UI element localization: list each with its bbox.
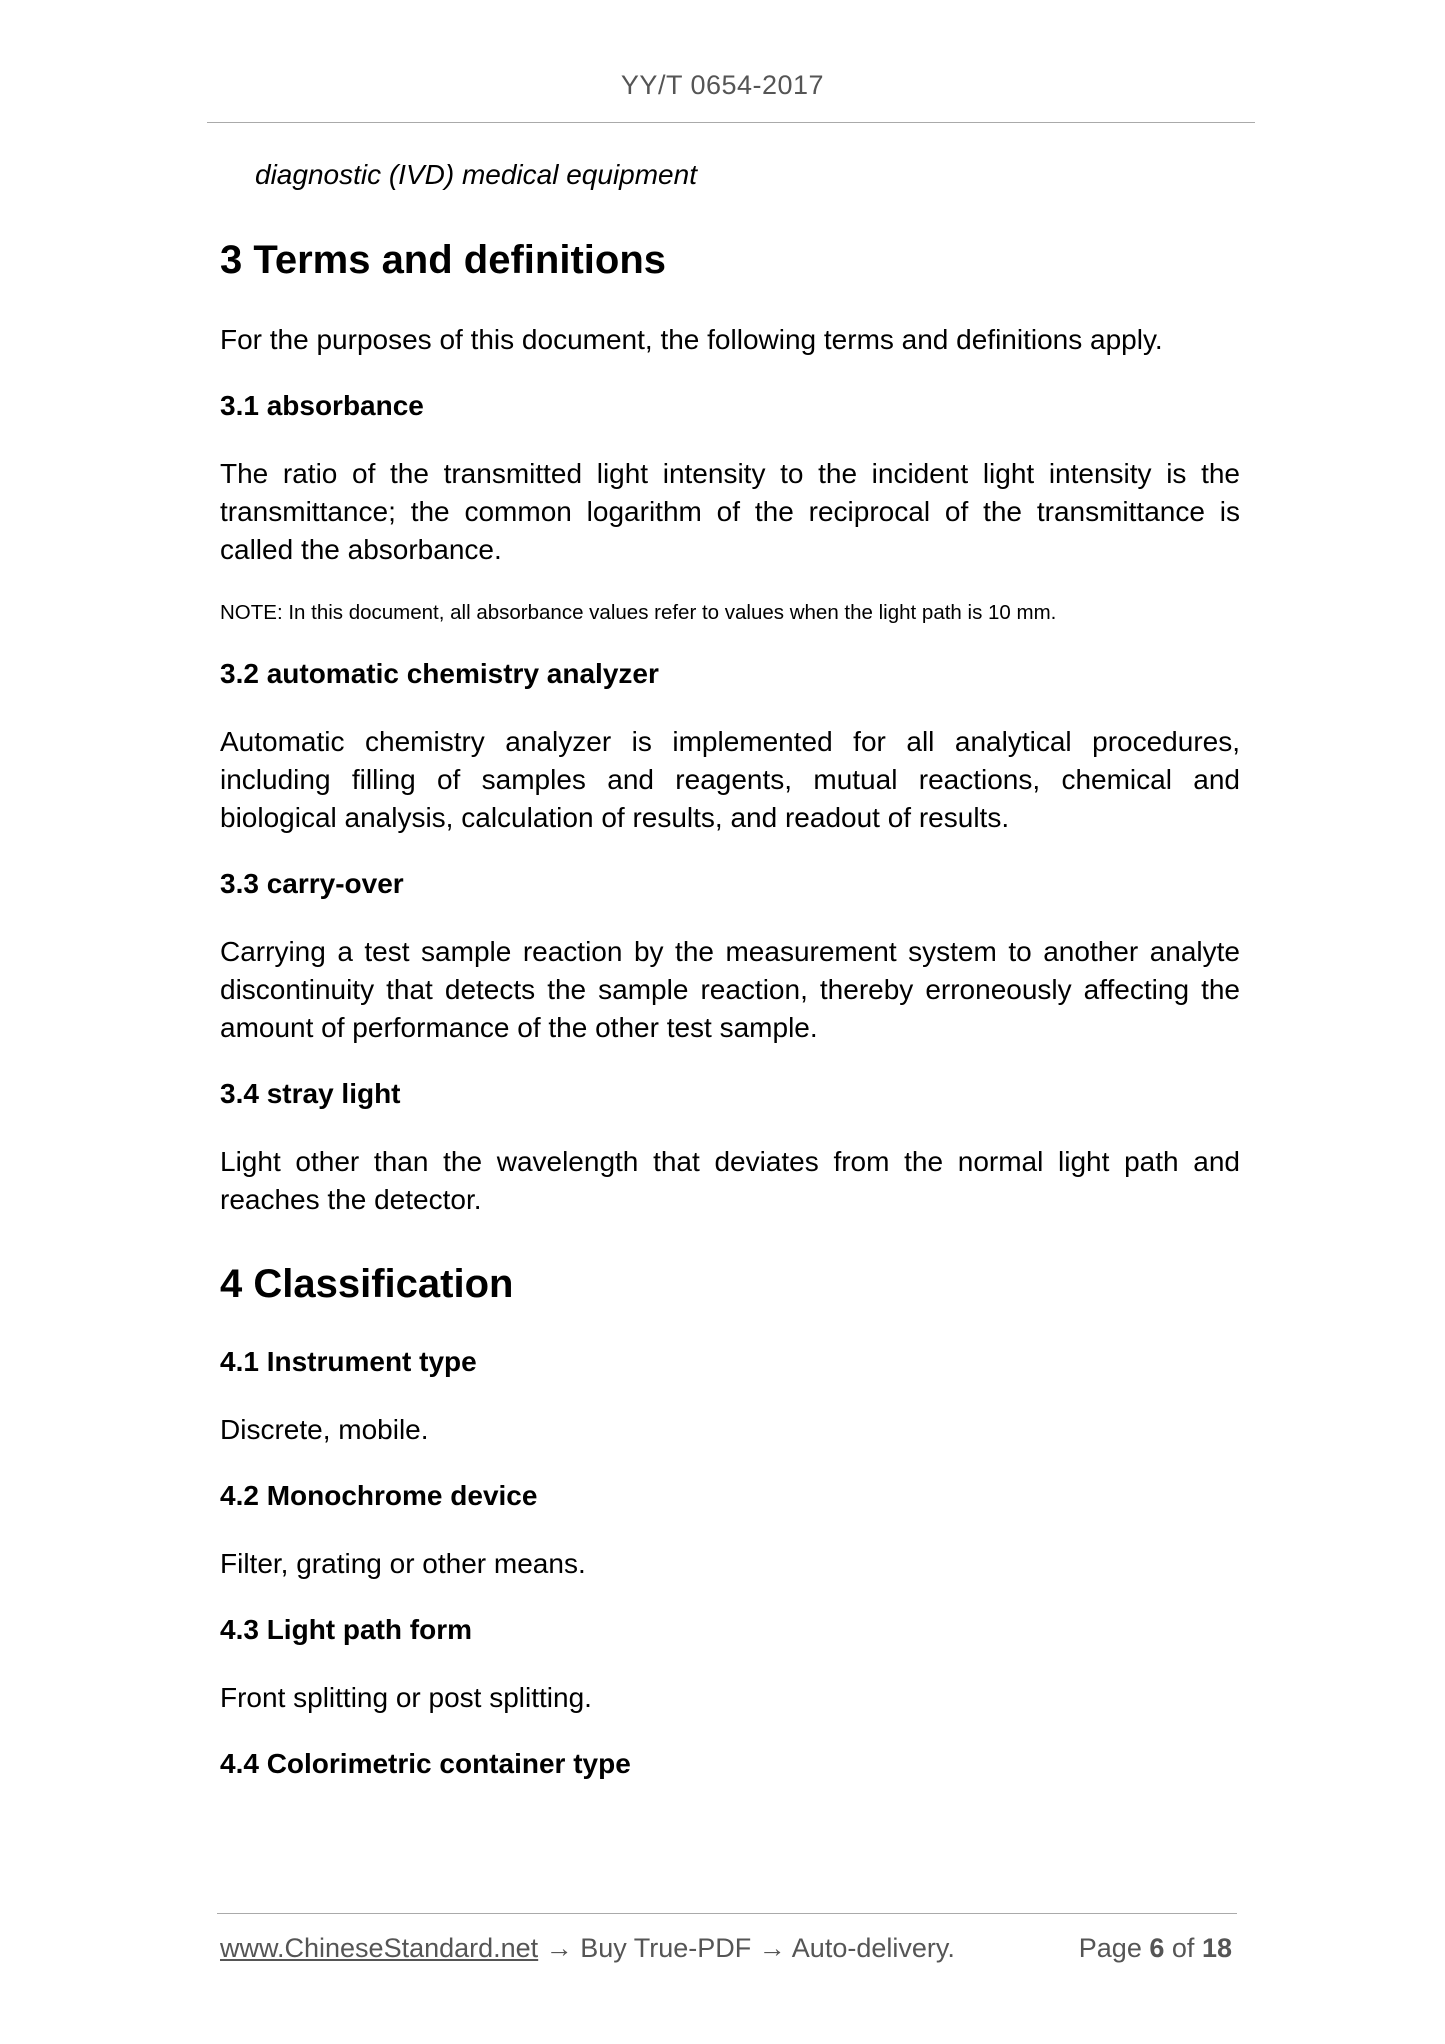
term-3-4-heading: 3.4 stray light <box>220 1078 401 1109</box>
auto-delivery-text: Auto-delivery. <box>791 1933 955 1963</box>
term-3-2-body: Automatic chemistry analyzer is implemented for all analytical procedures, including filling of samples and reagents, mutual reactions, chemical and biological analysis, calculation of results, and readout of results. <box>220 726 1240 833</box>
header-divider <box>207 122 1255 123</box>
arrow-right-icon: → <box>545 1933 573 1963</box>
term-3-3-body: Carrying a test sample reaction by the measurement system to another analyte discontinuity that detects the sample reaction, thereby erroneously affecting the amount of performance of the other test sample. <box>220 936 1240 1043</box>
item-4-2-heading: 4.2 Monochrome device <box>220 1480 538 1511</box>
section-3-intro: For the purposes of this document, the following terms and definitions apply. <box>220 324 1163 355</box>
footer-divider <box>217 1913 1237 1914</box>
page-content <box>220 155 1240 1813</box>
section-3-title: 3 Terms and definitions <box>220 238 666 282</box>
item-4-1-heading: 4.1 Instrument type <box>220 1346 477 1377</box>
page-number <box>1079 1930 1232 1966</box>
item-4-2-body: Filter, grating or other means. <box>220 1548 586 1579</box>
term-3-1-body: The ratio of the transmitted light intensity to the incident light intensity is the transmittance; the common logarithm of the reciprocal of the transmittance is called the absorbance. <box>220 458 1240 565</box>
total-pages: 18 <box>1201 1933 1232 1963</box>
term-3-1-note: NOTE: In this document, all absorbance values refer to values when the light path is 10 mm. <box>220 601 1057 624</box>
current-page: 6 <box>1149 1933 1165 1963</box>
continuation-text: diagnostic (IVD) medical equipment <box>255 159 697 190</box>
item-4-1-body: Discrete, mobile. <box>220 1414 429 1445</box>
website-link[interactable]: www.ChineseStandard.net <box>220 1933 539 1963</box>
item-4-3-body: Front splitting or post splitting. <box>220 1682 592 1713</box>
buy-true-pdf-text: Buy True-PDF <box>580 1933 752 1963</box>
page-header: YY/T 0654-2017 <box>620 70 825 100</box>
section-4-title: 4 Classification <box>220 1262 514 1306</box>
item-4-3-heading: 4.3 Light path form <box>220 1614 472 1645</box>
footer-promo <box>220 1930 955 1966</box>
of-label: of <box>1171 1933 1195 1963</box>
term-3-1-heading: 3.1 absorbance <box>220 390 424 421</box>
term-3-2-heading: 3.2 automatic chemistry analyzer <box>220 658 659 689</box>
item-4-4-heading: 4.4 Colorimetric container type <box>220 1748 631 1779</box>
term-3-3-heading: 3.3 carry-over <box>220 868 404 899</box>
page-label: Page <box>1078 1933 1142 1963</box>
term-3-4-body: Light other than the wavelength that deviates from the normal light path and reaches the detector. <box>220 1146 1240 1215</box>
arrow-right-icon: → <box>758 1933 786 1963</box>
